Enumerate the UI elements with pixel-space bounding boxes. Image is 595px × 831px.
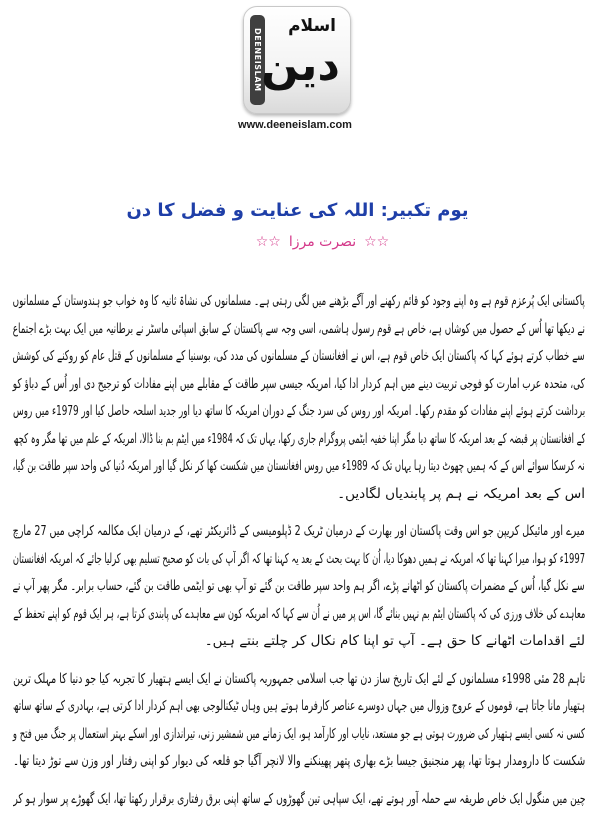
author-ornament-left: ☆☆ [255, 234, 281, 250]
text-line: اس کے بعد امریکہ نے ہم پر پابندیاں لگادیں۔ [337, 485, 585, 502]
text-line: شکست کا دارومدار ہوتا تھا، پھر منجنیق جیسا بڑے بھاری پتھر پھینکنے والا لانچر آگیا جو قلعہ کی دیوار کو اپنی رفتار اور وزن سے توڑ دیتا تھا۔ [12, 753, 585, 769]
paragraph-3-line-4 [10, 748, 585, 776]
text-line: تاہم 28 مئی 1998ء مسلمانوں کے لئے ایک تاریخ ساز دن تھا جب اسلامی جمہوریہ پاکستان نے ایک ایسے ہتھیار کا تجربہ کیا جو دنیا کا مہلک ترین [12, 670, 585, 687]
text-line: کی، متحدہ عرب امارت کو فوجی تربیت دینے میں اہم کردار ادا کیا، امریکہ جیسی سپر طاقت کے مقابلے میں اپنے مفادات کو ترجیح دی اور اُس کے دباؤ کو [12, 375, 585, 392]
text-line: نے دیکھا تھا اُس کے حصول میں کوشاں ہے، خاص ہے قوم رسول ہاشمی، اسی وجہ سے پاکستان کے سابق اسپائی ماسٹر نے برطانیہ میں ایک بہت بڑے اجتماع [12, 320, 585, 337]
paragraph-1 [10, 288, 585, 508]
paragraph-2 [10, 518, 585, 656]
paragraph-2-line-4 [10, 601, 585, 629]
text-line: کے افغانستان پر قبضہ کے بعد امریکہ کا ساتھ دیا مگر اپنا خفیہ ایٹمی پروگرام جاری رکھا، یہاں تک کہ 1984ء میں ایٹم بم بنا ڈالا، امریکہ کے علم میں تھا مگر وہ کچھ [12, 430, 585, 447]
logo-vertical-text: DEENEISLAM [253, 28, 262, 92]
text-line: 1997ء کو ہوا، میرا کہنا تھا کہ امریکہ نے ہمیں دھوکا دیا، اُن کا بہت بحث کے بعد یہ کہنا تھا کہ اگر آپ کی بات کو صحیح تسلیم بھی کرلیا جائے کہ امریکہ افغانستان [12, 550, 585, 567]
paragraph-1-line-7 [10, 453, 585, 481]
text-line: معاہدے کی خلاف ورزی کی کہ پاکستان ایٹم بم نہیں بنائے گا، اس پر میں نے اُن سے کہا کہ امریکہ کون سے معاہدے کی پابندی کرتا ہے، ہر ایک قوم کو اپنے تحفظ کے [12, 605, 585, 622]
paragraph-3-line-2 [10, 693, 585, 721]
article-title: یوم تکبیر: اللہ کی عنایت و فضل کا دن [126, 200, 469, 221]
paragraph-1-line-1 [10, 288, 585, 316]
paragraph-1-line-5 [10, 398, 585, 426]
paragraph-2-line-2 [10, 546, 585, 574]
deeneislam-logo [243, 6, 351, 114]
paragraph-4-line-1 [10, 786, 585, 814]
text-line: ہتھیار مانا جاتا ہے، قوموں کے عروج وزوال میں جہاں دوسرے عناصر کارفرما ہوتے ہیں وہاں ٹیکنالوجی بھی اہم کردار ادا کرتی ہے، بہادری کے ساتھ ساتھ [12, 698, 585, 714]
paragraph-3 [10, 666, 585, 776]
website-url: www.deeneislam.com [238, 119, 352, 131]
logo-calligraphy-main: دین [261, 40, 340, 91]
logo-calligraphy-top: اسلام [288, 16, 336, 36]
paragraph-1-line-2 [10, 316, 585, 344]
author-name: نصرت مرزا [288, 234, 357, 250]
text-line: چین میں منگول ایک خاص طریقہ سے حملہ آور ہوتے تھے، ایک سپاہی تین گھوڑوں کے ساتھ اپنی برق رفتاری برقرار رکھتا تھا، ایک گھوڑے پر سوار ہو کر [12, 790, 585, 807]
paragraph-1-line-4 [10, 371, 585, 399]
text-line: پاکستانی ایک پُرعزم قوم ہے وہ اپنے وجود کو قائم رکھنے اور آگے بڑھنے میں لگی رہتی ہے۔ مسلمانوں کی نشاۃ ثانیہ کا وہ خواب جو ہندوستان کے مسلمانوں [12, 293, 585, 309]
paragraph-2-line-3 [10, 573, 585, 601]
text-line: سے نکل گیا، اُس کے مضمرات پاکستان کو اٹھانے پڑے، اگر ہم واحد سپر طاقت بن گئے تو آپ بھی تو ایٹمی طاقت بن گئے، حساب برابر۔ مگر پھر آپ نے [12, 578, 585, 594]
paragraph-3-line-3 [10, 721, 585, 749]
paragraph-1-line-8 [10, 481, 585, 509]
paragraph-2-line-5 [10, 628, 585, 656]
paragraph-3-line-1 [10, 666, 585, 694]
paragraph-1-line-3 [10, 343, 585, 371]
article-body [10, 288, 585, 823]
text-line: کسی نہ کسی ایسے ہتھیار کی ضرورت ہوتی ہے جو مستعد، نایاب اور کارآمد ہو، ایک زمانے میں شمشیر زنی، تیراندازی اور اسکے بہتر استعمال پر جنگ میں فتح و [12, 725, 585, 742]
paragraph-4 [10, 786, 585, 814]
author-ornament-right: ☆☆ [364, 234, 390, 250]
paragraph-1-line-6 [10, 426, 585, 454]
text-line: برداشت کرتے ہوئے اپنے مفادات کو مقدم رکھا۔ امریکہ اور روس کی سرد جنگ کے دوران امریکہ کا ساتھ دیا اور جدید اسلحہ حاصل کیا اور 1979ء میں روس [12, 403, 585, 419]
text-line: سے خطاب کرتے ہوئے کہا کہ پاکستان ایک خاص قوم ہے، اس نے افغانستان کے مسلمانوں کی مدد کی، بوسنیا کے مسلمانوں کے قتل عام کو روکنے کی کوشش [12, 348, 585, 364]
paragraph-2-line-1 [10, 518, 585, 546]
text-line: میرے اور مائیکل کریپن جو اس وقت پاکستان اور بھارت کے درمیان ٹریک 2 ڈپلومیسی کے ڈائریکٹر تھے، کے درمیان ایک مکالمہ کراچی میں 27 مارچ [12, 523, 585, 539]
author-line [0, 230, 595, 254]
text-line: لئے اقدامات اٹھانے کا حق ہے۔ آپ تو اپنا کام نکال کر چلتے بنتے ہیں۔ [204, 633, 585, 649]
text-line: نہ کرسکا سوائے اس کے کہ ہمیں چھوٹ دیتا رہا یہاں تک کہ 1989ء میں روس افغانستان میں شکست کھا کر نکل گیا اور امریکہ دُنیا کی واحد سپر طاقت بن گیا، [12, 458, 585, 474]
